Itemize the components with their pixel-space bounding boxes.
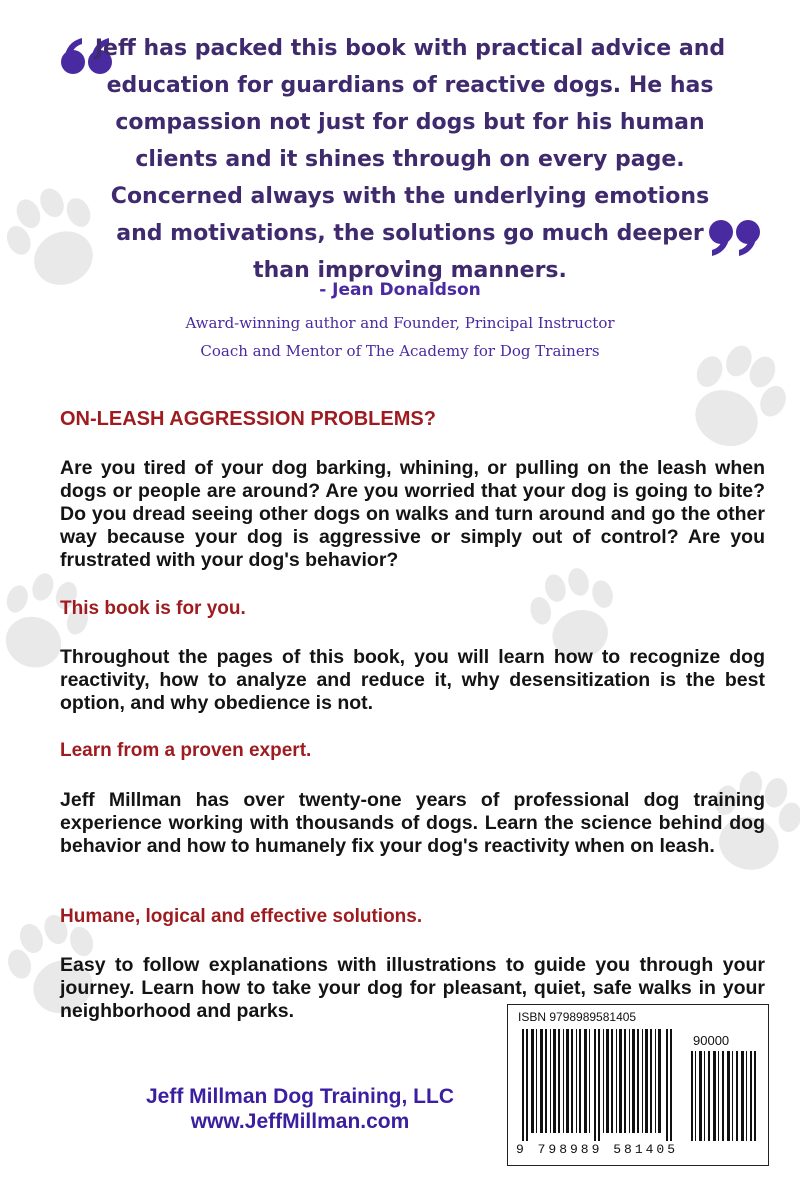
price-barcode-bars xyxy=(691,1051,757,1141)
isbn-label: ISBN 9798989581405 xyxy=(518,1010,637,1024)
author-title-line-1: Award-winning author and Founder, Principal Instructor xyxy=(185,314,615,332)
quote-text: Jeff has packed this book with practical advice and education for guardians of reactive dogs. He has compassion not just for dogs but for his human clients and it shines through on every page. Concerned always with the underlying emotions and motivations, the solutions go much deeper than improving manners. xyxy=(94,36,726,283)
section-paragraph-expert: Jeff Millman has over twenty-one years of professional dog training experience working with thousands of dogs. Learn the science behind dog behavior and how to humanely fix your dog's reactivity when on leash. xyxy=(60,789,765,857)
publisher-website[interactable]: www.JeffMillman.com xyxy=(190,1110,410,1133)
section-heading-solutions: Humane, logical and effective solutions. xyxy=(60,906,423,927)
main-heading: ON-LEASH AGGRESSION PROBLEMS? xyxy=(60,408,436,430)
barcode-number: 9 798989 581405 xyxy=(516,1142,679,1157)
section-heading-book-for-you: This book is for you. xyxy=(60,598,246,619)
intro-paragraph: Are you tired of your dog barking, whining, or pulling on the leash when dogs or people are around? Are you worried that your dog is going to bite? Do you dread seeing other dogs on walks and turn around and go the other way because your dog is aggressive or simply out of control? Are you frustrated with your dog's behavior? xyxy=(60,457,765,571)
price-code: 90000 xyxy=(693,1033,730,1048)
close-quote-icon xyxy=(706,218,761,256)
section-paragraph-learn: Throughout the pages of this book, you will learn how to recognize dog reactivity, how to analyze and reduce it, why desensitization is the best option, and why obedience is not. xyxy=(60,646,765,714)
isbn-barcode xyxy=(507,1004,769,1166)
publisher-name: Jeff Millman Dog Training, LLC xyxy=(145,1085,454,1108)
barcode-bars xyxy=(520,1029,680,1141)
author-title-line-2: Coach and Mentor of The Academy for Dog Trainers xyxy=(200,342,600,360)
section-paragraph-solutions: Easy to follow explanations with illustrations to guide you through your journey. Learn how to take your dog for pleasant, quiet, safe walks in your neighborhood and parks. xyxy=(60,954,765,1022)
section-heading-proven-expert: Learn from a proven expert. xyxy=(60,740,312,761)
testimonial-quote xyxy=(60,30,760,289)
quote-author: - Jean Donaldson xyxy=(319,280,481,300)
